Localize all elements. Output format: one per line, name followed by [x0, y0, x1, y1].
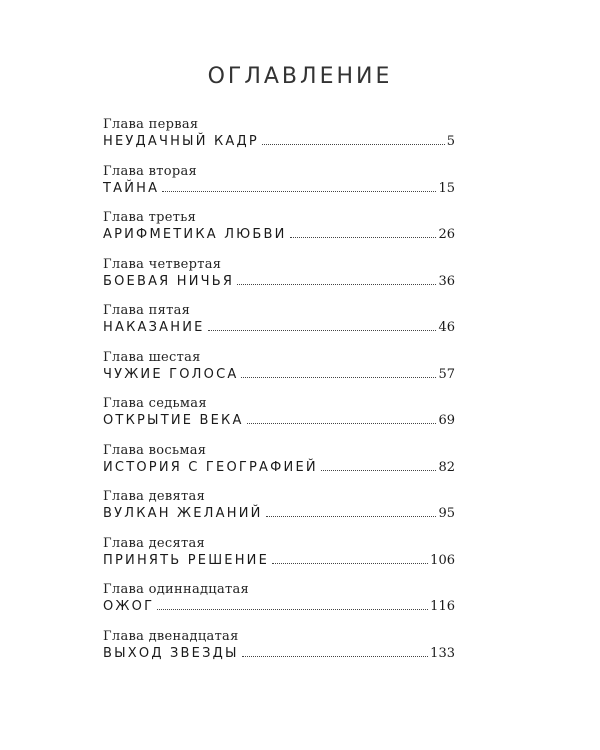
- chapter-label: Глава одиннадцатая: [103, 582, 250, 597]
- chapter-line: [103, 319, 455, 337]
- page-number: 82: [438, 459, 455, 475]
- page-number: 26: [438, 227, 455, 242]
- dot-leader: [321, 470, 437, 471]
- toc-entry: [103, 164, 455, 211]
- toc-entry: [103, 210, 455, 257]
- dot-leader: [247, 423, 437, 424]
- toc-entry: [103, 489, 455, 536]
- chapter-label: Глава шестая: [103, 349, 201, 365]
- chapter-line: [103, 133, 455, 151]
- chapter-line: [103, 412, 455, 430]
- chapter-label: Глава десятая: [103, 535, 206, 551]
- chapter-line: [103, 459, 455, 477]
- page-number: 95: [438, 506, 455, 521]
- dot-leader: [237, 284, 436, 285]
- chapter-title: ВУЛКАН ЖЕЛАНИЙ: [103, 506, 263, 521]
- chapter-title: ОЖОГ: [103, 599, 155, 614]
- toc-entry: [103, 629, 455, 676]
- dot-leader: [242, 656, 429, 657]
- dot-leader: [290, 237, 437, 238]
- page-number: 15: [438, 180, 455, 196]
- chapter-label: Глава вторая: [103, 163, 198, 179]
- toc-entry: [103, 117, 455, 164]
- page-number: 69: [438, 413, 455, 428]
- chapter-title: НАКАЗАНИЕ: [103, 320, 205, 335]
- chapter-title: ИСТОРИЯ С ГЕОГРАФИЕЙ: [103, 459, 318, 475]
- dot-leader: [266, 516, 437, 517]
- chapter-label: Глава седьмая: [103, 396, 207, 411]
- chapter-title: НЕУДАЧНЫЙ КАДР: [103, 134, 259, 149]
- chapter-title: БОЕВАЯ НИЧЬЯ: [103, 273, 235, 289]
- chapter-line: [103, 598, 455, 616]
- chapter-label: Глава пятая: [103, 303, 191, 318]
- chapter-line: [103, 645, 455, 663]
- toc-entry: [103, 350, 455, 397]
- chapter-label: Глава четвертая: [103, 256, 222, 272]
- dot-leader: [162, 191, 436, 192]
- toc-entry: [103, 582, 455, 629]
- chapter-label: Глава первая: [103, 117, 199, 132]
- toc-entry: [103, 257, 455, 304]
- chapter-title: ПРИНЯТЬ РЕШЕНИЕ: [103, 552, 270, 568]
- toc-entry: [103, 303, 455, 350]
- chapter-label: Глава восьмая: [103, 442, 207, 458]
- chapter-label: Глава третья: [103, 210, 197, 225]
- page-number: 57: [438, 366, 455, 382]
- toc-entry: [103, 443, 455, 490]
- chapter-line: [103, 180, 455, 198]
- dot-leader: [262, 144, 445, 145]
- chapter-line: [103, 552, 455, 570]
- chapter-title: АРИФМЕТИКА ЛЮБВИ: [103, 227, 287, 242]
- chapter-line: [103, 273, 455, 291]
- dot-leader: [157, 609, 428, 610]
- chapter-line: [103, 226, 455, 244]
- page-number: 133: [430, 645, 455, 661]
- dot-leader: [272, 563, 428, 564]
- chapter-label: Глава девятая: [103, 489, 206, 504]
- page-number: 5: [446, 134, 455, 149]
- page-number: 46: [438, 320, 455, 335]
- page-number: 106: [430, 552, 455, 568]
- toc-title: ОГЛАВЛЕНИЕ: [207, 64, 393, 89]
- chapter-title: ОТКРЫТИЕ ВЕКА: [103, 413, 244, 428]
- chapter-title: ЧУЖИЕ ГОЛОСА: [103, 366, 239, 382]
- chapter-line: [103, 366, 455, 384]
- chapter-line: [103, 505, 455, 523]
- toc-entries: [103, 117, 455, 675]
- dot-leader: [241, 377, 436, 378]
- page-number: 36: [438, 273, 455, 289]
- chapter-title: ТАЙНА: [103, 180, 160, 196]
- dot-leader: [208, 330, 437, 331]
- toc-entry: [103, 396, 455, 443]
- page-number: 116: [430, 599, 455, 614]
- chapter-label: Глава двенадцатая: [103, 628, 239, 644]
- toc-entry: [103, 536, 455, 583]
- chapter-title: ВЫХОД ЗВЕЗДЫ: [103, 645, 239, 661]
